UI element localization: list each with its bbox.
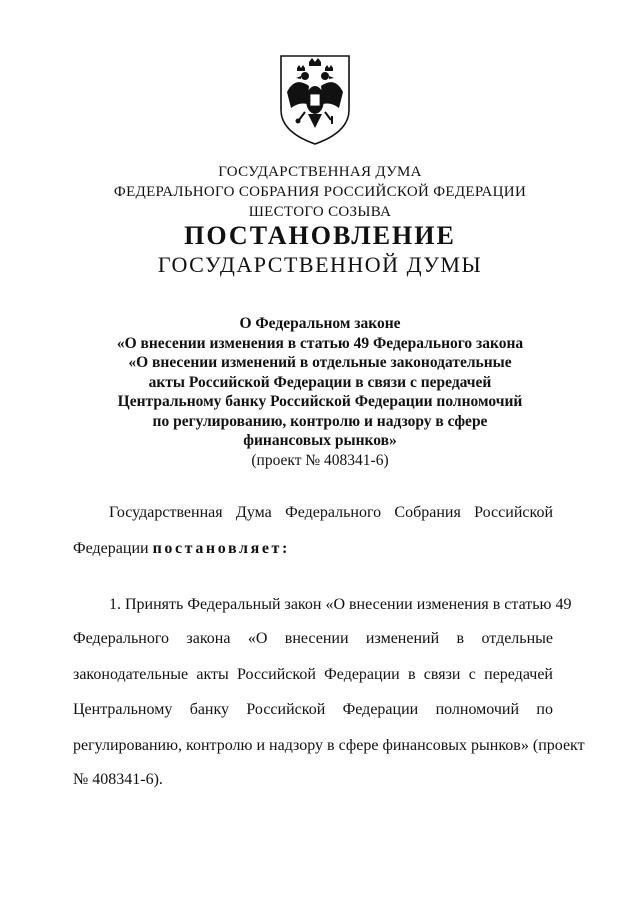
law-title-line: О Федеральном законе xyxy=(239,315,401,332)
item1-line xyxy=(109,596,572,614)
item1-text: № 408341-6). xyxy=(73,771,163,788)
project-number: (проект № 408341-6) xyxy=(251,451,389,469)
law-title-line: по регулированию, контролю и надзору в сфере xyxy=(152,412,488,430)
item1-line xyxy=(73,771,553,789)
resolves-word: постановляет: xyxy=(152,540,290,557)
item1-line xyxy=(73,701,553,719)
header-line-assembly: ФЕДЕРАЛЬНОГО СОБРАНИЯ РОССИЙСКОЙ ФЕДЕРАЦИИ xyxy=(113,184,527,200)
item1-line xyxy=(73,737,585,755)
preamble-start: Федерации xyxy=(73,540,153,557)
header-line-duma: ГОСУДАРСТВЕННАЯ ДУМА xyxy=(218,164,422,180)
preamble xyxy=(109,504,553,522)
item1-line xyxy=(73,630,553,648)
preamble-line: Государственная Дума Федерального Собрания Российской xyxy=(109,504,553,521)
item1-text: законодательные акты Российской Федерации в связи с передачей xyxy=(73,666,553,683)
coat-of-arms-icon xyxy=(275,52,355,148)
document-header xyxy=(0,162,640,222)
item1-text: Центральному банку Российской Федерации полномочий по xyxy=(73,701,553,718)
document-title: ПОСТАНОВЛЕНИЕ xyxy=(184,221,456,250)
item1-text: регулированию, контролю и надзору в сфере финансовых рынков» (проект xyxy=(73,737,585,754)
header-line-convocation: ШЕСТОГО СОЗЫВА xyxy=(248,204,392,220)
item1-line xyxy=(73,666,553,684)
item1-text: Федерального закона «О внесении изменений в отдельные xyxy=(73,630,553,647)
document-subtitle: ГОСУДАРСТВЕННОЙ ДУМЫ xyxy=(157,252,483,277)
law-title-line: акты Российской Федерации в связи с передачей xyxy=(148,373,492,391)
law-title-line: финансовых рынков» xyxy=(243,432,397,449)
law-title-block xyxy=(0,314,640,470)
item1-text: 1. Принять Федеральный закон «О внесении изменения в статью 49 xyxy=(109,596,572,613)
law-title-line: «О внесении изменений в отдельные законодательные xyxy=(128,354,512,371)
law-title-line: «О внесении изменения в статью 49 Федерального закона xyxy=(116,334,524,352)
preamble-line-2 xyxy=(73,540,553,558)
law-title-line: Центральному банку Российской Федерации полномочий xyxy=(117,393,523,410)
